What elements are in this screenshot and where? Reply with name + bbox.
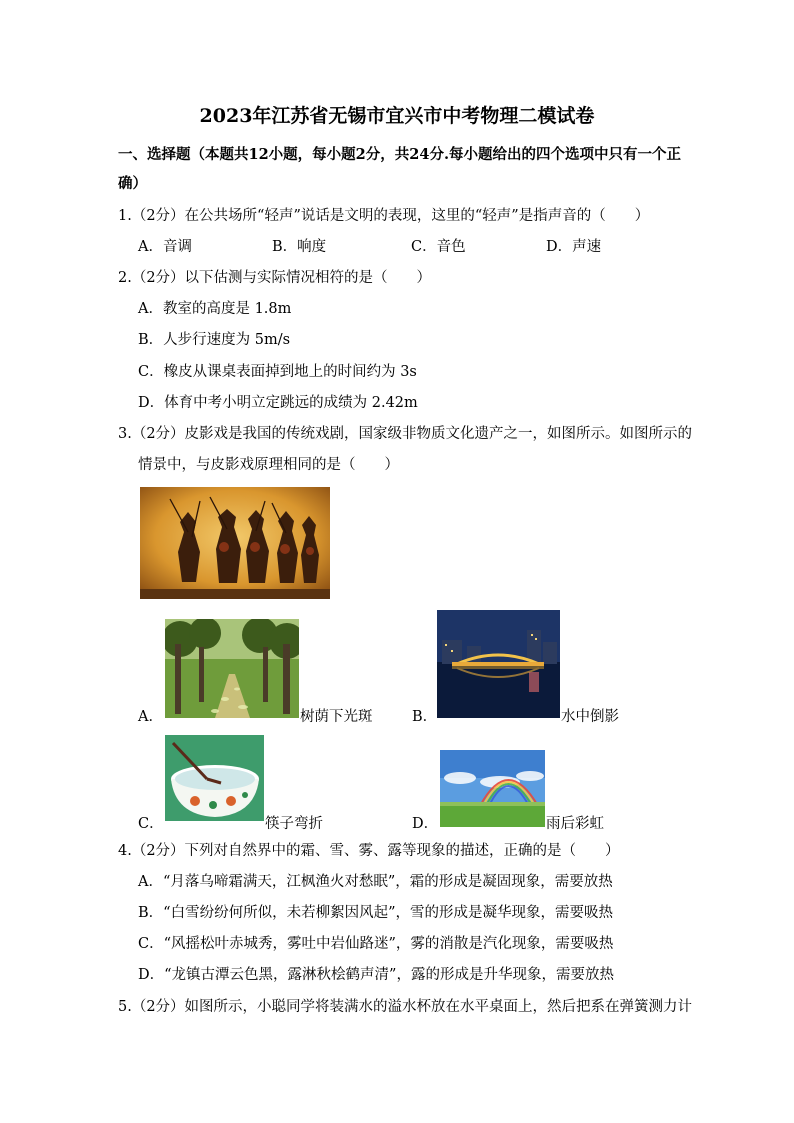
q4-option-c: C．“风摇松叶赤城秀，雾吐中岩仙路迷”，雾的消散是汽化现象，需要吸热 — [138, 936, 614, 952]
q3-option-a-caption: 树荫下光斑 — [300, 709, 373, 725]
section-heading: 一、选择题（本题共12小题，每小题2分，共24分.每小题给出的四个选项中只有一个正 — [118, 146, 681, 163]
question-3-stem: 3.（2分）皮影戏是我国的传统戏剧，国家级非物质文化遗产之一，如图所示。如图所示的 — [118, 426, 693, 442]
q2-option-a: A．教室的高度是 1.8m — [138, 301, 292, 317]
q4-option-a: A．“月落乌啼霜满天，江枫渔火对愁眠”，霜的形成是凝固现象，需要放热 — [138, 874, 613, 890]
q3-option-d-caption: 雨后彩虹 — [546, 816, 604, 832]
q3-option-c-letter: C． — [138, 816, 164, 832]
q3-option-b-caption: 水中倒影 — [561, 709, 619, 725]
rainbow-image — [440, 750, 545, 827]
q2-option-d: D．体育中考小明立定跳远的成绩为 2.42m — [138, 395, 418, 411]
question-3-stem-cont: 情景中，与皮影戏原理相同的是（ ） — [138, 457, 399, 473]
q4-option-b: B．“白雪纷纷何所似，未若柳絮因风起”，雪的形成是凝华现象，需要吸热 — [138, 905, 613, 921]
tree-shade-image — [165, 619, 299, 718]
q3-option-d-letter: D． — [412, 816, 439, 832]
question-5-stem: 5.（2分）如图所示，小聪同学将装满水的溢水杯放在水平桌面上，然后把系在弹簧测力计 — [118, 999, 693, 1015]
bent-chopstick-image — [165, 735, 264, 821]
water-reflection-image — [437, 610, 560, 718]
q2-option-b: B．人步行速度为 5m/s — [138, 332, 291, 348]
question-4-stem: 4.（2分）下列对自然界中的霜、雪、雾、露等现象的描述，正确的是（ ） — [118, 843, 620, 859]
q1-option-b: B．响度 — [272, 239, 327, 255]
shadow-puppet-image — [140, 487, 330, 599]
question-2-stem: 2.（2分）以下估测与实际情况相符的是（ ） — [118, 270, 432, 286]
q3-option-a-letter: A． — [138, 709, 163, 725]
page-title: 2023年江苏省无锡市宜兴市中考物理二模试卷 — [199, 105, 595, 127]
q1-option-a: A．音调 — [138, 239, 192, 255]
q1-option-c: C．音色 — [411, 239, 466, 255]
q3-option-c-caption: 筷子弯折 — [265, 816, 323, 832]
q2-option-c: C．橡皮从课桌表面掉到地上的时间约为 3s — [138, 364, 417, 380]
section-heading-cont: 确） — [118, 175, 147, 192]
q1-option-d: D．声速 — [546, 239, 602, 255]
q3-option-b-letter: B． — [412, 709, 438, 725]
q4-option-d: D．“龙镇古潭云色黑，露淋秋桧鹤声清”，露的形成是升华现象，需要放热 — [138, 967, 614, 983]
question-1-stem: 1.（2分）在公共场所“轻声”说话是文明的表现，这里的“轻声”是指声音的（ ） — [118, 208, 650, 224]
